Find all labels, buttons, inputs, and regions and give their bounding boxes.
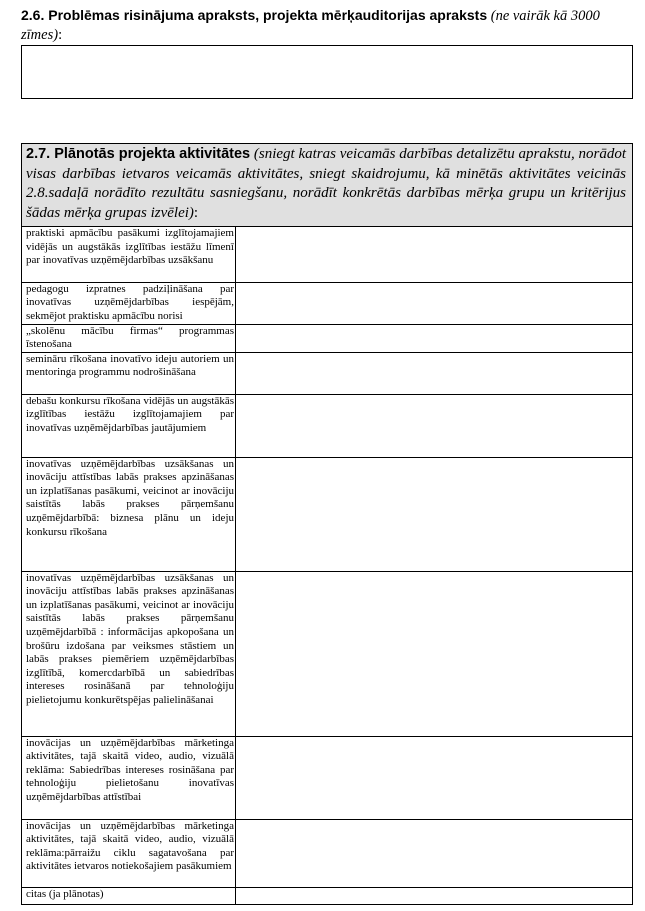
activity-row: [22, 324, 632, 352]
section-2-7-title: 2.7. Plānotās projekta aktivitātes: [26, 146, 251, 162]
activity-label: debašu konkursu rīkošana vidējās un augstākās izglītības iestāžu izglītojamajiem par inovatīvas uzņēmējdarbības jautājumiem: [26, 394, 234, 434]
activity-answer-cell[interactable]: [236, 227, 633, 282]
activity-row: [22, 571, 632, 736]
activity-answer-cell[interactable]: [236, 394, 633, 457]
activity-answer-cell[interactable]: [236, 352, 633, 394]
activity-answer-cell[interactable]: [236, 819, 633, 887]
activity-label: praktiski apmācību pasākumi izglītojamajiem vidējās un augstākās izglītības iestāžu līmenī par inovatīvas uzņēmējdarbības uzsākšanu: [26, 227, 234, 267]
activity-answer-cell[interactable]: [236, 571, 633, 736]
activity-answer-cell[interactable]: [236, 457, 633, 571]
activity-label: inovatīvas uzņēmējdarbības uzsākšanas un inovāciju attīstības labās prakses apzināšanas un izplatīšanas pasākumi, veicinot ar inovāciju saistītās labās prakses pārņemšanu uzņēmējdarbībā: biznesa plānu un ideju konkursu rīkošana: [26, 457, 234, 538]
activity-answer-cell[interactable]: [236, 282, 633, 324]
section-2-7-heading: [22, 144, 632, 227]
activities-table: [22, 227, 632, 904]
activity-row: [22, 394, 632, 457]
activity-label: „skolēnu mācību firmas“ programmas īstenošana: [26, 324, 234, 351]
activity-row: [22, 352, 632, 394]
activity-row: [22, 736, 632, 819]
activity-row: [22, 457, 632, 571]
activity-row: [22, 819, 632, 887]
activity-label: inovatīvas uzņēmējdarbības uzsākšanas un inovāciju attīstības labās prakses apzināšanas un izplatīšanas pasākumi, veicinot ar inovāciju saistītās labās prakses pārņemšanu uzņēmējdarbībā : informācijas apkopošana un brošūru izdošana par veiksmes stāstiem un labās prakses piemēriem uzņēmējdarbības izglītībā, komercdarbībā un sabiedrības intereses rosināšanā par tehnoloģiju pielietojumu konkurētspējas palielināšanai: [26, 571, 234, 707]
activity-label: semināru rīkošana inovatīvo ideju autoriem un mentoringa programmu nodrošināšana: [26, 352, 234, 379]
section-2-6-heading: [21, 6, 633, 45]
section-2-6-note: (ne vairāk kā 3000 zīmes): [21, 8, 600, 43]
section-2-6-answer-box[interactable]: [21, 45, 633, 99]
section-2-7-suffix: :: [193, 204, 199, 221]
section-2-6-suffix: :: [58, 27, 63, 43]
activity-label: inovācijas un uzņēmējdarbības mārketinga aktivitātes, tajā skaitā video, audio, vizuālā reklāma:pārraižu ciklu sagatavošana par aktivitātes ietvaros notiekošajiem pasākumiem: [26, 819, 234, 873]
activity-answer-cell[interactable]: [236, 324, 633, 352]
section-2-6-title: 2.6. Problēmas risinājuma apraksts, projekta mērķauditorijas apraksts: [21, 7, 488, 23]
activity-answer-cell[interactable]: [236, 736, 633, 819]
section-2-7-table: [21, 143, 633, 905]
activity-label: citas (ja plānotas): [26, 887, 104, 900]
activity-row: [22, 282, 632, 324]
activity-label: inovācijas un uzņēmējdarbības mārketinga aktivitātes, tajā skaitā video, audio, vizuālā reklāma: Sabiedrības intereses rosināšana par tehnoloģiju pielietošanu inovatīvas uzņēmējdarbības attīstībai: [26, 736, 234, 804]
activity-label: pedagogu izpratnes padziļināšana par inovatīvas uzņēmējdarbības iespējām, sekmējot praktisku apmācību norisi: [26, 282, 234, 322]
activity-row: [22, 887, 632, 904]
section-2-7-description: (sniegt katras veicamās darbības detalizētu aprakstu, norādot visas darbības ietvaros veicamās aktivitātes, sniegt skaidrojumu, kā minētās aktivitātes veicinās 2.8.sadaļā norādīto rezultātu sasniegšanu, norādīt konkrētās darbības mērķa grupu un kritērijus šādas mērķa grupas izvēlei): [26, 146, 626, 221]
activity-row: [22, 227, 632, 282]
activity-answer-cell[interactable]: [236, 887, 633, 904]
